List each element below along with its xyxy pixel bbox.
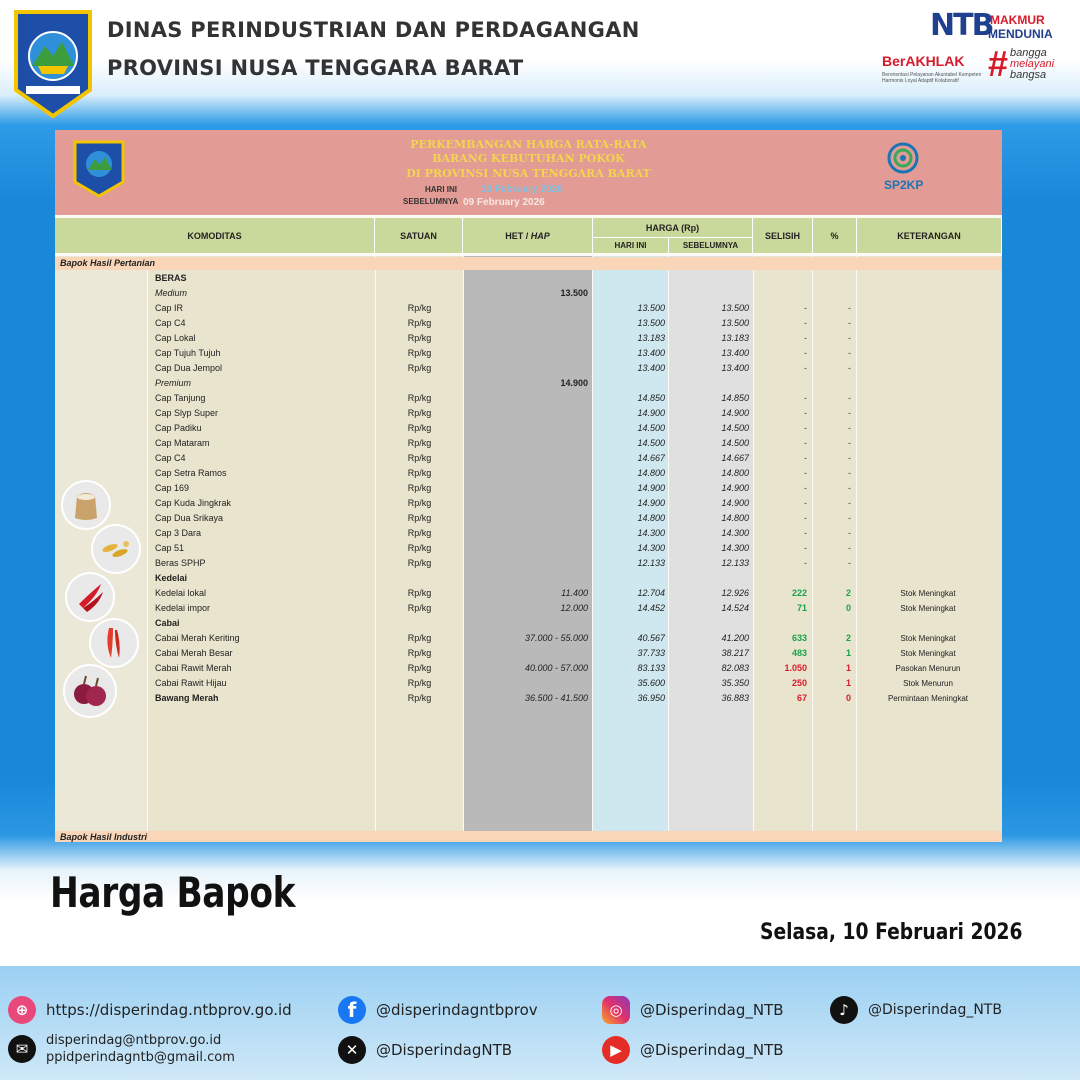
difference-cell: - — [804, 438, 807, 448]
unit-cell: Rp/kg — [407, 318, 432, 328]
youtube-link[interactable] — [602, 1036, 784, 1064]
commodity-name: Bawang Merah — [155, 693, 219, 703]
het-cell: 14.900 — [560, 378, 588, 388]
table-row — [55, 511, 1002, 526]
unit-cell: Rp/kg — [407, 603, 432, 613]
x-link[interactable] — [338, 1036, 512, 1064]
price-today-cell: 14.500 — [637, 438, 665, 448]
facebook-icon: f — [338, 996, 366, 1024]
commodity-name: Cap Setra Ramos — [155, 468, 227, 478]
email-secondary: ppidperindagntb@gmail.com — [46, 1050, 235, 1065]
percent-cell: - — [848, 483, 851, 493]
table-row — [55, 286, 1002, 301]
percent-cell: 0 — [845, 693, 851, 703]
berakhlak-tagline: Berorientasi Pelayanan Akuntabel Kompeten Harmonis Loyal Adaptif Kolaboratif — [882, 72, 982, 84]
percent-cell: 2 — [845, 588, 851, 598]
mendunia-text: MENDUNIA — [988, 27, 1053, 41]
col-harga: HARGA (Rp) — [593, 218, 753, 238]
bangga-text: bangga — [1010, 47, 1047, 59]
price-today-cell: 14.900 — [637, 498, 665, 508]
tiktok-link[interactable] — [830, 996, 1002, 1024]
price-today-cell: 13.183 — [637, 333, 665, 343]
percent-cell: - — [848, 528, 851, 538]
commodity-name: Cap Padiku — [155, 423, 202, 433]
difference-cell: 633 — [791, 633, 807, 643]
price-today-cell: 14.900 — [637, 408, 665, 418]
unit-cell: Rp/kg — [407, 513, 432, 523]
table-row — [55, 601, 1002, 616]
unit-cell: Rp/kg — [407, 363, 432, 373]
table-row — [55, 541, 1002, 556]
table-row — [55, 391, 1002, 406]
percent-cell: - — [848, 543, 851, 553]
table-row — [55, 661, 1002, 676]
price-previous-cell: 14.800 — [721, 513, 749, 523]
price-today-cell: 13.500 — [637, 303, 665, 313]
berakhlak-logo: BerAKHLAK — [882, 53, 965, 69]
unit-cell: Rp/kg — [407, 483, 432, 493]
price-today-cell: 14.800 — [637, 468, 665, 478]
makmur-text: MAKMUR — [990, 13, 1045, 27]
percent-cell: 2 — [845, 633, 851, 643]
percent-cell: 0 — [845, 603, 851, 613]
org-name-line1: DINAS PERINDUSTRIAN DAN PERDAGANGAN — [107, 18, 640, 42]
price-previous-cell: 12.926 — [721, 588, 749, 598]
percent-cell: - — [848, 333, 851, 343]
facebook-link[interactable] — [338, 996, 538, 1024]
commodity-name: Cap Tanjung — [155, 393, 206, 403]
percent-cell: - — [848, 423, 851, 433]
melayani-text: melayani — [1010, 58, 1055, 70]
price-previous-cell: 14.900 — [721, 483, 749, 493]
table-row — [55, 631, 1002, 646]
sebelumnya-date: 09 February 2026 — [463, 197, 545, 208]
table-header — [55, 218, 1002, 254]
instagram-link[interactable] — [602, 996, 784, 1024]
percent-cell: 1 — [845, 648, 851, 658]
difference-cell: 67 — [796, 693, 807, 703]
table-row — [55, 301, 1002, 316]
difference-cell: - — [804, 318, 807, 328]
commodity-name: Cap Tujuh Tujuh — [155, 348, 221, 358]
difference-cell: - — [804, 363, 807, 373]
price-previous-cell: 14.900 — [721, 498, 749, 508]
commodity-name: Cap IR — [155, 303, 184, 313]
table-row — [55, 316, 1002, 331]
unit-cell: Rp/kg — [407, 528, 432, 538]
hari-ini-date: 10 February 2026 — [481, 184, 563, 195]
commodity-name: BERAS — [155, 273, 187, 283]
globe-icon: ⊕ — [8, 996, 36, 1024]
note-cell: Stok Meningkat — [900, 634, 956, 643]
table-row — [55, 436, 1002, 451]
unit-cell: Rp/kg — [407, 423, 432, 433]
unit-cell: Rp/kg — [407, 693, 432, 703]
commodity-name: Cabai Rawit Hijau — [155, 678, 227, 688]
difference-cell: - — [804, 453, 807, 463]
difference-cell: - — [804, 558, 807, 568]
table-row — [55, 271, 1002, 286]
het-cell: 11.400 — [561, 588, 588, 598]
difference-cell: - — [804, 498, 807, 508]
commodity-name: Cap Mataram — [155, 438, 210, 448]
price-today-cell: 14.300 — [637, 528, 665, 538]
table-row — [55, 646, 1002, 661]
ntb-makmur-mendunia-logo — [930, 8, 1075, 42]
price-today-cell: 13.400 — [637, 363, 665, 373]
difference-cell: 250 — [791, 678, 807, 688]
price-today-cell: 83.133 — [637, 663, 665, 673]
price-previous-cell: 14.300 — [721, 528, 749, 538]
price-today-cell: 14.300 — [637, 543, 665, 553]
commodity-name: Cabai Rawit Merah — [155, 663, 232, 673]
table-row — [55, 466, 1002, 481]
commodity-name: Cap Lokal — [155, 333, 196, 343]
price-previous-cell: 14.667 — [721, 453, 749, 463]
price-today-cell: 14.500 — [637, 423, 665, 433]
x-twitter-icon: ✕ — [338, 1036, 366, 1064]
website-link[interactable] — [8, 996, 292, 1024]
price-today-cell: 35.600 — [637, 678, 665, 688]
sp2kp-swirl-icon — [881, 140, 941, 180]
difference-cell: 1.050 — [784, 663, 807, 673]
unit-cell: Rp/kg — [407, 498, 432, 508]
commodity-name: Kedelai impor — [155, 603, 211, 613]
price-today-cell: 14.900 — [637, 483, 665, 493]
price-today-cell: 36.950 — [637, 693, 665, 703]
table-row — [55, 496, 1002, 511]
unit-cell: Rp/kg — [407, 438, 432, 448]
table-title-line1: PERKEMBANGAN HARGA RATA-RATA — [410, 138, 647, 151]
sp2kp-text: SP2KP — [884, 178, 924, 192]
ntb-province-emblem-icon — [12, 8, 94, 120]
table-row — [55, 346, 1002, 361]
price-today-cell: 37.733 — [637, 648, 665, 658]
note-cell: Stok Meningkat — [900, 649, 956, 658]
het-cell: 40.000 - 57.000 — [524, 663, 588, 673]
price-today-cell: 12.704 — [637, 588, 665, 598]
category-row-industri: Bapok Hasil Industri — [55, 831, 1002, 842]
unit-cell: Rp/kg — [407, 393, 432, 403]
commodity-name: Beras SPHP — [155, 558, 206, 568]
commodity-name: Premium — [155, 378, 192, 388]
tiktok-handle: @Disperindag_NTB — [868, 1002, 1002, 1018]
commodity-name: Cap C4 — [155, 453, 186, 463]
unit-cell: Rp/kg — [407, 453, 432, 463]
col-sebelumnya: SEBELUMNYA — [669, 238, 753, 254]
commodity-name: Cabai Merah Besar — [155, 648, 233, 658]
price-today-cell: 14.667 — [637, 453, 665, 463]
table-row — [55, 376, 1002, 391]
col-het-hap — [463, 218, 593, 254]
note-cell: Stok Menurun — [903, 679, 953, 688]
commodity-name: Cap 3 Dara — [155, 528, 202, 538]
difference-cell: - — [804, 303, 807, 313]
difference-cell: - — [804, 408, 807, 418]
commodity-name: Cap Dua Jempol — [155, 363, 223, 373]
price-previous-cell: 82.083 — [721, 663, 749, 673]
commodity-name: Kedelai lokal — [155, 588, 207, 598]
category-row-pertanian: Bapok Hasil Pertanian — [55, 257, 1002, 270]
table-row — [55, 451, 1002, 466]
col-hap-label: HAP — [530, 230, 550, 241]
commodity-name: Cap 169 — [155, 483, 190, 493]
table-row — [55, 586, 1002, 601]
table-row — [55, 616, 1002, 631]
difference-cell: - — [804, 468, 807, 478]
tiktok-icon: ♪ — [830, 996, 858, 1024]
difference-cell: - — [804, 393, 807, 403]
unit-cell: Rp/kg — [407, 588, 432, 598]
unit-cell: Rp/kg — [407, 333, 432, 343]
unit-cell: Rp/kg — [407, 348, 432, 358]
commodity-name: Kedelai — [155, 573, 188, 583]
bangga-melayani-bangsa-logo — [988, 43, 1076, 84]
footer-contacts — [0, 966, 1080, 1080]
col-komoditas: KOMODITAS — [55, 218, 375, 254]
difference-cell: 71 — [796, 603, 807, 613]
hash-icon: # — [988, 43, 1009, 84]
email-primary: disperindag@ntbprov.go.id — [46, 1033, 222, 1048]
table-row — [55, 676, 1002, 691]
note-cell: Stok Meningkat — [900, 604, 956, 613]
price-previous-cell: 13.500 — [721, 303, 749, 313]
price-table-image — [55, 130, 1002, 842]
date-label: Selasa, 10 Februari 2026 — [760, 920, 1023, 945]
instagram-handle: @Disperindag_NTB — [640, 1001, 784, 1019]
price-today-cell: 14.452 — [637, 603, 665, 613]
price-previous-cell: 14.900 — [721, 408, 749, 418]
youtube-handle: @Disperindag_NTB — [640, 1041, 784, 1059]
website-text: https://disperindag.ntbprov.go.id — [46, 1001, 292, 1019]
unit-cell: Rp/kg — [407, 558, 432, 568]
percent-cell: - — [848, 438, 851, 448]
price-previous-cell: 14.524 — [721, 603, 749, 613]
email-contact[interactable] — [8, 1032, 235, 1066]
commodity-name: Cabai — [155, 618, 180, 628]
unit-cell: Rp/kg — [407, 678, 432, 688]
commodity-name: Cap Kuda Jingkrak — [155, 498, 232, 508]
commodity-name: Cap Dua Srikaya — [155, 513, 224, 523]
table-title-line3: DI PROVINSI NUSA TENGGARA BARAT — [406, 167, 651, 180]
instagram-icon: ◎ — [602, 996, 630, 1024]
table-row — [55, 691, 1002, 706]
unit-cell: Rp/kg — [407, 633, 432, 643]
unit-cell: Rp/kg — [407, 408, 432, 418]
commodity-name: Cap C4 — [155, 318, 186, 328]
bangsa-text: bangsa — [1010, 69, 1047, 81]
price-previous-cell: 12.133 — [721, 558, 749, 568]
het-cell: 36.500 - 41.500 — [524, 693, 588, 703]
table-row — [55, 556, 1002, 571]
percent-cell: - — [848, 348, 851, 358]
difference-cell: - — [804, 543, 807, 553]
unit-cell: Rp/kg — [407, 648, 432, 658]
table-row — [55, 361, 1002, 376]
price-today-cell: 14.800 — [637, 513, 665, 523]
percent-cell: - — [848, 513, 851, 523]
percent-cell: - — [848, 408, 851, 418]
price-previous-cell: 36.883 — [721, 693, 749, 703]
difference-cell: 222 — [791, 588, 807, 598]
price-previous-cell: 38.217 — [721, 648, 749, 658]
commodity-name: Medium — [155, 288, 188, 298]
price-previous-cell: 35.350 — [721, 678, 749, 688]
commodity-name: Cabai Merah Keriting — [155, 633, 240, 643]
difference-cell: - — [804, 513, 807, 523]
hari-ini-label: HARI INI — [425, 185, 457, 194]
percent-cell: - — [848, 393, 851, 403]
table-row — [55, 481, 1002, 496]
price-previous-cell: 13.500 — [721, 318, 749, 328]
price-today-cell: 40.567 — [637, 633, 665, 643]
col-het-label: HET / — [505, 230, 529, 241]
note-cell: Permintaan Meningkat — [887, 694, 969, 703]
sp2kp-logo — [881, 140, 941, 200]
percent-cell: - — [848, 318, 851, 328]
percent-cell: - — [848, 498, 851, 508]
percent-cell: - — [848, 468, 851, 478]
mail-icon: ✉ — [8, 1035, 36, 1063]
x-handle: @DisperindagNTB — [376, 1041, 513, 1059]
percent-cell: 1 — [845, 678, 851, 688]
youtube-icon: ▶ — [602, 1036, 630, 1064]
col-selisih: SELISIH — [753, 218, 813, 254]
het-cell: 13.500 — [560, 288, 588, 298]
table-row — [55, 406, 1002, 421]
price-today-cell: 13.400 — [637, 348, 665, 358]
col-satuan: SATUAN — [375, 218, 463, 254]
difference-cell: - — [804, 483, 807, 493]
price-previous-cell: 41.200 — [721, 633, 749, 643]
price-today-cell: 14.850 — [637, 393, 665, 403]
ntb-brand-text: NTB — [930, 8, 993, 43]
price-previous-cell: 13.400 — [721, 363, 749, 373]
price-previous-cell: 14.500 — [721, 438, 749, 448]
price-previous-cell: 14.800 — [721, 468, 749, 478]
price-previous-cell: 14.500 — [721, 423, 749, 433]
unit-cell: Rp/kg — [407, 303, 432, 313]
het-cell: 12.000 — [560, 603, 588, 613]
price-previous-cell: 13.183 — [721, 333, 749, 343]
col-pct: % — [813, 218, 857, 254]
difference-cell: - — [804, 528, 807, 538]
difference-cell: - — [804, 333, 807, 343]
table-title-band — [55, 130, 1002, 215]
table-row — [55, 526, 1002, 541]
difference-cell: - — [804, 423, 807, 433]
note-cell: Stok Meningkat — [900, 589, 956, 598]
commodity-name: Cap Slyp Super — [155, 408, 219, 418]
col-hari-ini: HARI INI — [593, 238, 669, 254]
percent-cell: - — [848, 303, 851, 313]
org-name-line2: PROVINSI NUSA TENGGARA BARAT — [107, 56, 524, 80]
percent-cell: - — [848, 558, 851, 568]
table-row — [55, 331, 1002, 346]
unit-cell: Rp/kg — [407, 663, 432, 673]
difference-cell: - — [804, 348, 807, 358]
unit-cell: Rp/kg — [407, 543, 432, 553]
table-row — [55, 571, 1002, 586]
percent-cell: 1 — [845, 663, 851, 673]
sebelumnya-label: SEBELUMNYA — [403, 197, 459, 206]
price-today-cell: 12.133 — [637, 558, 665, 568]
price-previous-cell: 14.850 — [721, 393, 749, 403]
header — [0, 0, 1080, 130]
commodity-name: Cap 51 — [155, 543, 185, 553]
percent-cell: - — [848, 363, 851, 373]
unit-cell: Rp/kg — [407, 468, 432, 478]
price-previous-cell: 13.400 — [721, 348, 749, 358]
facebook-handle: @disperindagntbprov — [376, 1001, 538, 1019]
table-title-line2: BARANG KEBUTUHAN POKOK — [432, 152, 625, 165]
het-cell: 37.000 - 55.000 — [524, 633, 588, 643]
price-today-cell: 13.500 — [637, 318, 665, 328]
price-previous-cell: 14.300 — [721, 543, 749, 553]
difference-cell: 483 — [791, 648, 807, 658]
table-row — [55, 421, 1002, 436]
note-cell: Pasokan Menurun — [895, 664, 961, 673]
page-title: Harga Bapok — [50, 868, 296, 917]
col-keterangan: KETERANGAN — [857, 218, 1002, 254]
percent-cell: - — [848, 453, 851, 463]
